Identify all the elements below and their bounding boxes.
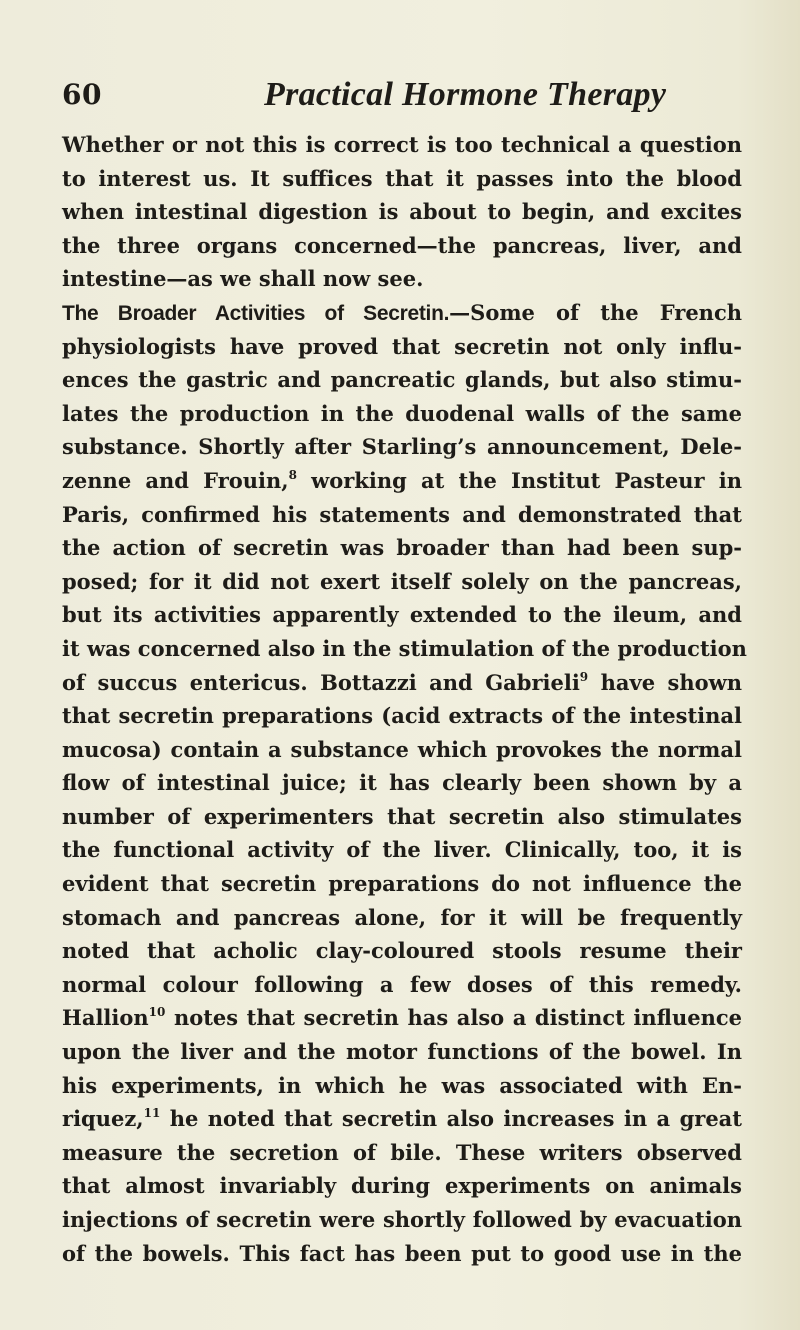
text-line: posed; for it did not exert itself solely on the pancreas, — [62, 568, 742, 594]
text-line: it was concerned also in the stimulation of the production — [62, 635, 747, 661]
text-fragment: riquez, — [62, 1106, 144, 1132]
page-header — [62, 78, 742, 118]
text-fragment: notes that secretin has also a distinct influence — [165, 1005, 742, 1031]
text-line: physiologists have proved that secretin not only influ- — [62, 333, 742, 359]
text-fragment: of succus entericus. Bottazzi and Gabrieli — [62, 669, 580, 695]
text-line: flow of intestinal juice; it has clearly been shown by a — [62, 770, 742, 796]
text-line: his experiments, in which he was associated with En- — [62, 1072, 742, 1098]
text-line: that secretin preparations (acid extracts of the intestinal — [62, 703, 742, 729]
text-fragment: have shown — [588, 669, 742, 695]
text-line — [62, 464, 742, 498]
page-number: 60 — [62, 78, 102, 111]
text-line: the three organs concerned—the pancreas, liver, and — [62, 232, 742, 258]
footnote-ref-10: 10 — [148, 1005, 166, 1020]
text-line: of the bowels. This fact has been put to good use in the — [62, 1240, 742, 1266]
text-line: Paris, confirmed his statements and demonstrated that — [62, 501, 742, 527]
text-line: Whether or not this is correct is too technical a question — [62, 132, 742, 157]
text-fragment: Hallion — [62, 1005, 149, 1031]
text-line — [62, 1001, 742, 1035]
text-line: lates the production in the duodenal walls of the same — [62, 400, 742, 426]
text-fragment: working at the Institut Pasteur in — [296, 467, 742, 493]
text-line: noted that acholic clay-coloured stools resume their — [62, 938, 742, 964]
text-line: mucosa) contain a substance which provokes the normal — [62, 736, 742, 762]
text-line: normal colour following a few doses of this remedy. — [62, 971, 742, 997]
text-line: evident that secretin preparations do not influence the — [62, 871, 742, 897]
text-line: measure the secretion of bile. These writers observed — [62, 1139, 742, 1165]
section-heading-line — [62, 296, 742, 330]
body-text — [62, 128, 747, 1270]
text-line: when intestinal digestion is about to begin, and excites — [62, 199, 742, 225]
text-fragment: he noted that secretin also increases in a great — [160, 1106, 742, 1132]
text-line — [62, 666, 742, 700]
text-line — [62, 1102, 742, 1136]
text-line: the functional activity of the liver. Clinically, too, it is — [62, 837, 742, 863]
footnote-ref-9: 9 — [579, 669, 589, 684]
text-line: number of experimenters that secretin also stimulates — [62, 803, 742, 829]
text-line: to interest us. It suffices that it passes into the blood — [62, 165, 742, 191]
text-line: substance. Shortly after Starling’s announcement, Dele- — [62, 434, 742, 460]
running-title: Practical Hormone Therapy — [264, 76, 667, 113]
text-line: ences the gastric and pancreatic glands, but also stimu- — [62, 367, 742, 393]
text-line: injections of secretin were shortly followed by evacuation — [62, 1207, 742, 1232]
text-fragment: zenne and Frouin, — [62, 467, 289, 493]
footnote-ref-8: 8 — [288, 467, 297, 482]
text-line: stomach and pancreas alone, for it will be frequently — [62, 904, 742, 930]
text-line: but its activities apparently extended to the ileum, and — [62, 602, 742, 628]
text-line: that almost invariably during experiments on animals — [62, 1173, 742, 1199]
text-line: upon the liver and the motor functions of the bowel. In — [62, 1039, 742, 1065]
text-line: the action of secretin was broader than had been sup- — [62, 535, 742, 561]
section-heading: The Broader Activities of Secretin. — [62, 301, 450, 325]
section-heading-rest: —Some of the French — [449, 299, 742, 325]
footnote-ref-11: 11 — [143, 1106, 161, 1121]
text-line: intestine—as we shall now see. — [62, 266, 424, 292]
